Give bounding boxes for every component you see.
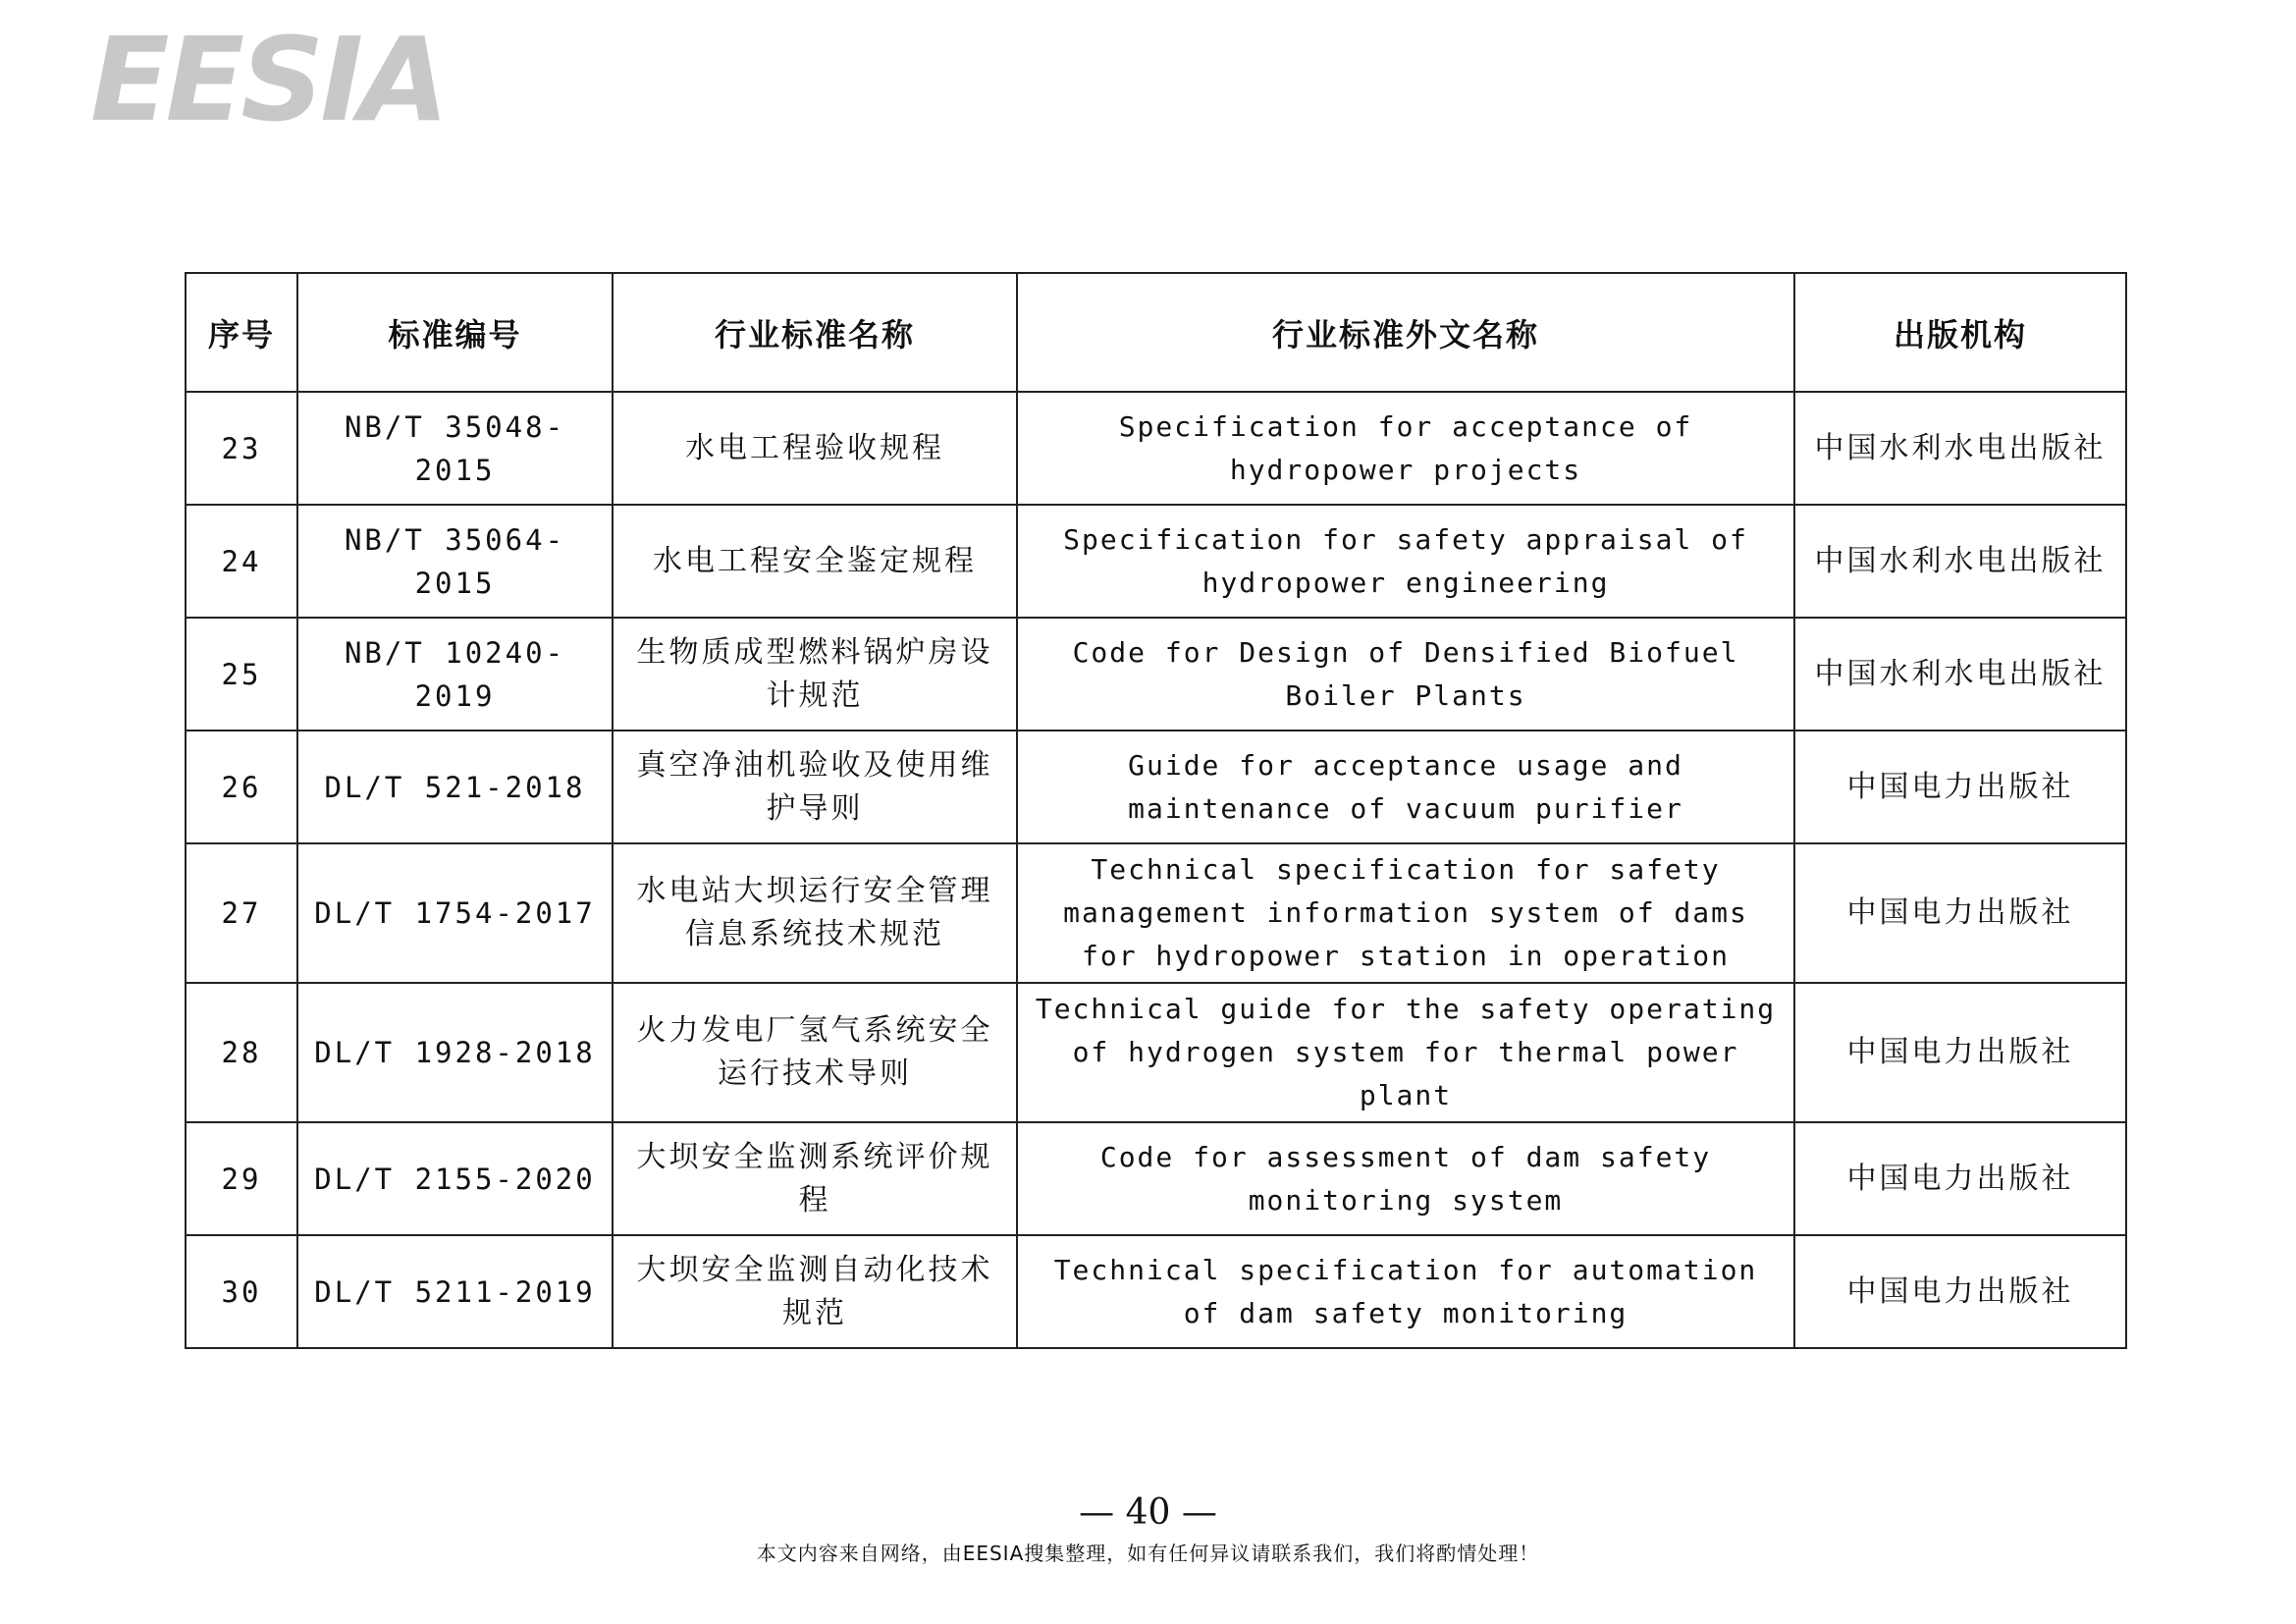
cell-standard-code: DL/T 521-2018	[297, 731, 613, 843]
cell-serial-no: 24	[186, 505, 297, 618]
header-publisher: 出版机构	[1794, 273, 2126, 392]
cell-standard-name: 水电站大坝运行安全管理信息系统技术规范	[613, 843, 1017, 983]
cell-serial-no: 25	[186, 618, 297, 731]
header-standard-name: 行业标准名称	[613, 273, 1017, 392]
table-row	[186, 1235, 2126, 1348]
cell-english-name: Specification for safety appraisal of hydropower engineering	[1017, 505, 1794, 618]
cell-standard-name: 大坝安全监测自动化技术规范	[613, 1235, 1017, 1348]
cell-standard-code: DL/T 2155-2020	[297, 1122, 613, 1235]
cell-english-name: Guide for acceptance usage and maintenance of vacuum purifier	[1017, 731, 1794, 843]
footer-disclaimer: 本文内容来自网络，由EESIA搜集整理，如有任何异议请联系我们，我们将酌情处理！	[756, 1542, 1540, 1565]
cell-publisher: 中国水利水电出版社	[1794, 618, 2126, 731]
cell-publisher: 中国水利水电出版社	[1794, 505, 2126, 618]
cell-english-name: Technical guide for the safety operating of hydrogen system for thermal power plant	[1017, 983, 1794, 1122]
header-standard-code: 标准编号	[297, 273, 613, 392]
cell-serial-no: 30	[186, 1235, 297, 1348]
table-row	[186, 618, 2126, 731]
table-row	[186, 731, 2126, 843]
header-serial-no: 序号	[186, 273, 297, 392]
cell-standard-code: DL/T 1754-2017	[297, 843, 613, 983]
cell-english-name: Specification for acceptance of hydropower projects	[1017, 392, 1794, 505]
cell-standard-code: NB/T 35064-2015	[297, 505, 613, 618]
cell-publisher: 中国电力出版社	[1794, 843, 2126, 983]
cell-publisher: 中国电力出版社	[1794, 731, 2126, 843]
cell-english-name: Code for assessment of dam safety monitoring system	[1017, 1122, 1794, 1235]
cell-standard-code: NB/T 35048-2015	[297, 392, 613, 505]
cell-serial-no: 29	[186, 1122, 297, 1235]
cell-publisher: 中国电力出版社	[1794, 1235, 2126, 1348]
cell-standard-name: 真空净油机验收及使用维护导则	[613, 731, 1017, 843]
cell-publisher: 中国水利水电出版社	[1794, 392, 2126, 505]
cell-publisher: 中国电力出版社	[1794, 1122, 2126, 1235]
cell-standard-code: DL/T 5211-2019	[297, 1235, 613, 1348]
cell-standard-code: DL/T 1928-2018	[297, 983, 613, 1122]
table-row	[186, 983, 2126, 1122]
page-number: — 40 —	[1079, 1492, 1217, 1533]
cell-english-name: Technical specification for safety management information system of dams for hydropower station in operation	[1017, 843, 1794, 983]
eesia-watermark-logo: EESIA	[90, 12, 446, 147]
header-english-name: 行业标准外文名称	[1017, 273, 1794, 392]
cell-standard-name: 生物质成型燃料锅炉房设计规范	[613, 618, 1017, 731]
cell-publisher: 中国电力出版社	[1794, 983, 2126, 1122]
cell-serial-no: 27	[186, 843, 297, 983]
table-row	[186, 1122, 2126, 1235]
cell-serial-no: 26	[186, 731, 297, 843]
table-header-row	[186, 273, 2126, 392]
cell-standard-name: 水电工程验收规程	[613, 392, 1017, 505]
cell-standard-name: 大坝安全监测系统评价规程	[613, 1122, 1017, 1235]
table-row	[186, 505, 2126, 618]
cell-standard-name: 火力发电厂氢气系统安全运行技术导则	[613, 983, 1017, 1122]
cell-serial-no: 23	[186, 392, 297, 505]
standards-table	[185, 272, 2127, 1349]
cell-english-name: Code for Design of Densified Biofuel Boiler Plants	[1017, 618, 1794, 731]
cell-english-name: Technical specification for automation of dam safety monitoring	[1017, 1235, 1794, 1348]
cell-standard-code: NB/T 10240-2019	[297, 618, 613, 731]
cell-standard-name: 水电工程安全鉴定规程	[613, 505, 1017, 618]
table-row	[186, 843, 2126, 983]
cell-serial-no: 28	[186, 983, 297, 1122]
table-row	[186, 392, 2126, 505]
